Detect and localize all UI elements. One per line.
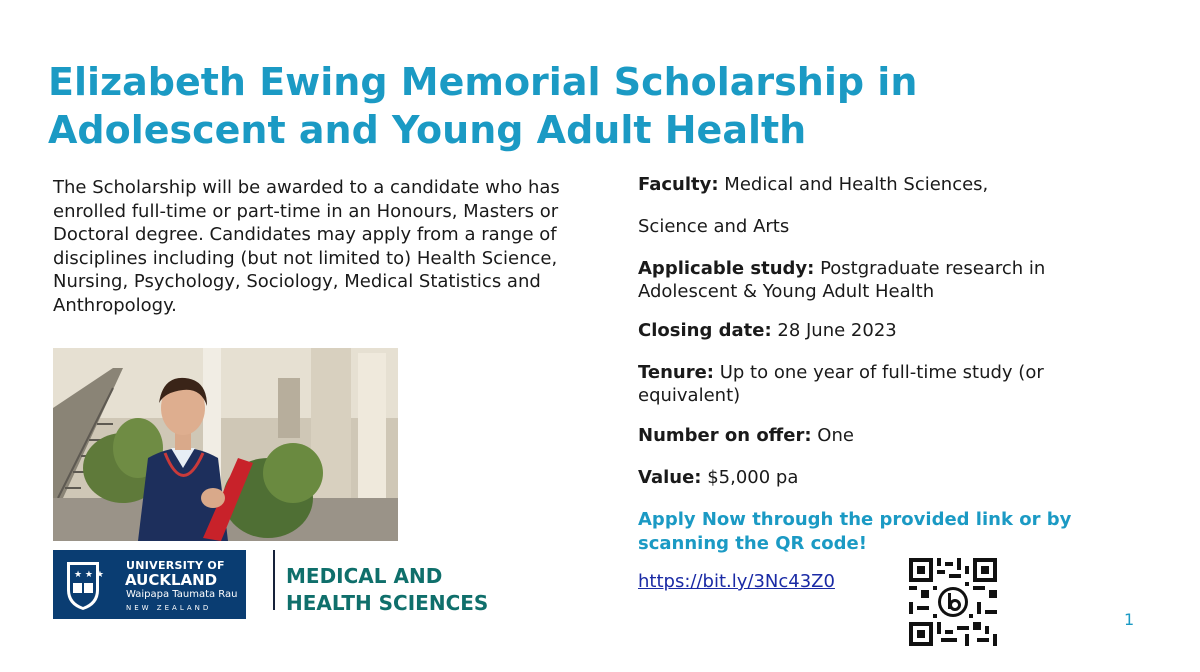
page-number: 1 (1124, 610, 1135, 629)
qr-code[interactable] (909, 558, 997, 646)
faculty-name-line-2: HEALTH SCIENCES (286, 591, 489, 615)
detail-study-label: Applicable study: (638, 258, 815, 279)
detail-tenure (638, 362, 1138, 407)
detail-number (638, 425, 854, 448)
logo-line-4: NEW ZEALAND (126, 604, 212, 612)
university-logo (53, 550, 246, 619)
nurse-photo (53, 348, 398, 541)
detail-tenure-value: Up to one year of full-time study (or equivalent) (638, 362, 1044, 406)
apply-link[interactable]: https://bit.ly/3Nc43Z0 (638, 571, 835, 592)
detail-number-value: One (811, 425, 854, 446)
detail-closing (638, 320, 897, 343)
svg-text:★ ★ ★: ★ ★ ★ (74, 570, 104, 580)
detail-study (638, 258, 1138, 303)
faculty-name (286, 563, 488, 617)
detail-closing-value: 28 June 2023 (771, 320, 897, 341)
detail-number-label: Number on offer: (638, 425, 812, 446)
intro-paragraph: The Scholarship will be awarded to a candidate who has enrolled full-time or part-time in an Honours, Masters or Doctoral degree. Candidates may apply from a range of disciplines including (but not limited to) Health Science, Nursing, Psychology, Sociology, Medical Statistics and Anthropology. (53, 177, 560, 316)
logo-line-3: Waipapa Taumata Rau (126, 589, 238, 600)
detail-value-value: $5,000 pa (701, 467, 799, 488)
apply-callout: Apply Now through the provided link or by scanning the QR code! (638, 509, 1072, 554)
detail-faculty-label: Faculty: (638, 174, 719, 195)
logo-divider (273, 550, 275, 610)
qr-code-icon (909, 558, 997, 646)
detail-value-label: Value: (638, 467, 702, 488)
detail-faculty-cont: Science and Arts (638, 216, 790, 237)
detail-closing-label: Closing date: (638, 320, 772, 341)
nurse-photo-illustration (53, 348, 398, 541)
faculty-name-line-1: MEDICAL AND (286, 564, 443, 588)
detail-faculty (638, 174, 988, 197)
detail-study-value: Postgraduate research in Adolescent & Young Adult Health (638, 258, 1046, 302)
detail-value (638, 467, 798, 490)
title-line-2: Adolescent and Young Adult Health (48, 108, 807, 152)
detail-tenure-label: Tenure: (638, 362, 715, 383)
title-line-1: Elizabeth Ewing Memorial Scholarship in (48, 60, 918, 104)
logo-line-1: UNIVERSITY OF (126, 559, 225, 572)
logo-line-2: AUCKLAND (125, 571, 218, 589)
detail-faculty-value: Medical and Health Sciences, (718, 174, 989, 195)
page-title (48, 58, 1148, 154)
